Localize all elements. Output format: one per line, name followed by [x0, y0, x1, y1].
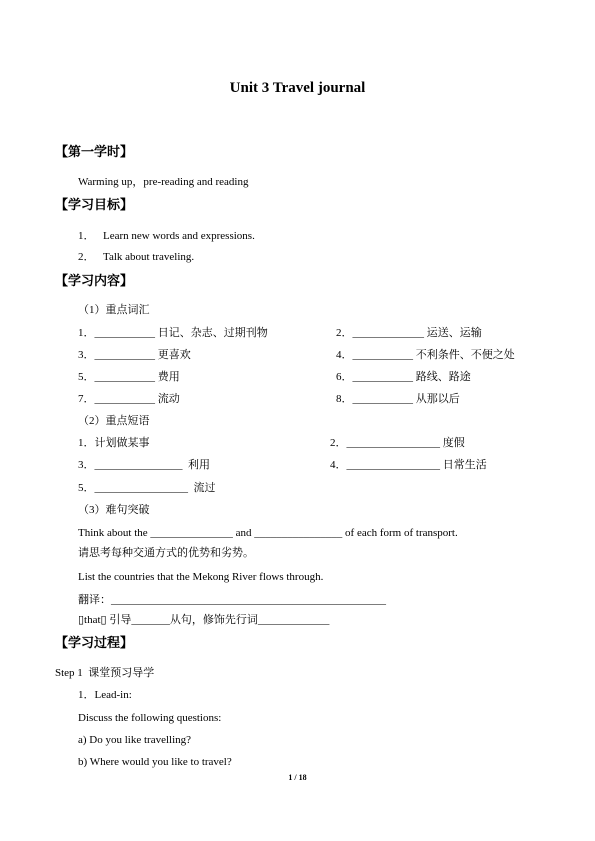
process-heading: 【学习过程】: [55, 635, 134, 650]
that-clause-line: ▯that▯ 引导_______从句，修饰先行词_____________: [78, 614, 330, 626]
vocab-item: 6．___________ 路线、路途: [336, 371, 471, 383]
phrases-label: （2）重点短语: [78, 415, 150, 427]
vocab-item: 2．_____________ 运送、运输: [336, 327, 482, 339]
question-b: b) Where would you like to travel?: [78, 756, 232, 768]
sentence-think-translation: 请思考每种交通方式的优势和劣势。: [78, 547, 254, 559]
vocab-item: 5．___________ 费用: [78, 371, 180, 383]
translate-line: 翻译：__________________________________________________: [78, 594, 386, 606]
discuss-instruction: Discuss the following questions:: [78, 712, 222, 724]
leadin-label: 1．Lead-in:: [78, 689, 132, 701]
page-title: Unit 3 Travel journal: [229, 80, 366, 96]
vocab-label: （1）重点词汇: [78, 304, 150, 316]
sentences-label: （3）难句突破: [78, 504, 150, 516]
vocab-item: 4．___________ 不利条件、不便之处: [336, 349, 515, 361]
lesson-heading: 【第一学时】: [55, 144, 134, 159]
phrase-item: 1．计划做某事: [78, 437, 150, 449]
goals-heading: 【学习目标】: [55, 197, 134, 212]
goal-text: Learn new words and expressions.: [103, 230, 255, 242]
goal-number: 1．: [78, 230, 95, 242]
phrase-item: 5．_________________ 流过: [78, 482, 216, 494]
page-number: 1 / 18: [288, 773, 307, 782]
sentence-list: List the countries that the Mekong River flows through.: [78, 571, 324, 583]
lesson-text: Warming up，pre-reading and reading: [78, 176, 249, 188]
vocab-item: 8．___________ 从那以后: [336, 393, 460, 405]
phrase-item: 4．_________________ 日常生活: [330, 459, 487, 471]
vocab-item: 1．___________ 日记、杂志、过期刊物: [78, 327, 268, 339]
sentence-think: Think about the _______________ and ________________ of each form of transport.: [78, 527, 458, 539]
step-title: Step 1 课堂预习导学: [55, 667, 155, 679]
vocab-item: 3．___________ 更喜欢: [78, 349, 191, 361]
vocab-item: 7．___________ 流动: [78, 393, 180, 405]
goal-text: Talk about traveling.: [103, 251, 195, 263]
phrase-item: 2．_________________ 度假: [330, 437, 465, 449]
question-a: a) Do you like travelling?: [78, 734, 192, 746]
content-heading: 【学习内容】: [55, 273, 134, 288]
phrase-item: 3．________________ 利用: [78, 459, 210, 471]
goal-number: 2．: [78, 251, 95, 263]
